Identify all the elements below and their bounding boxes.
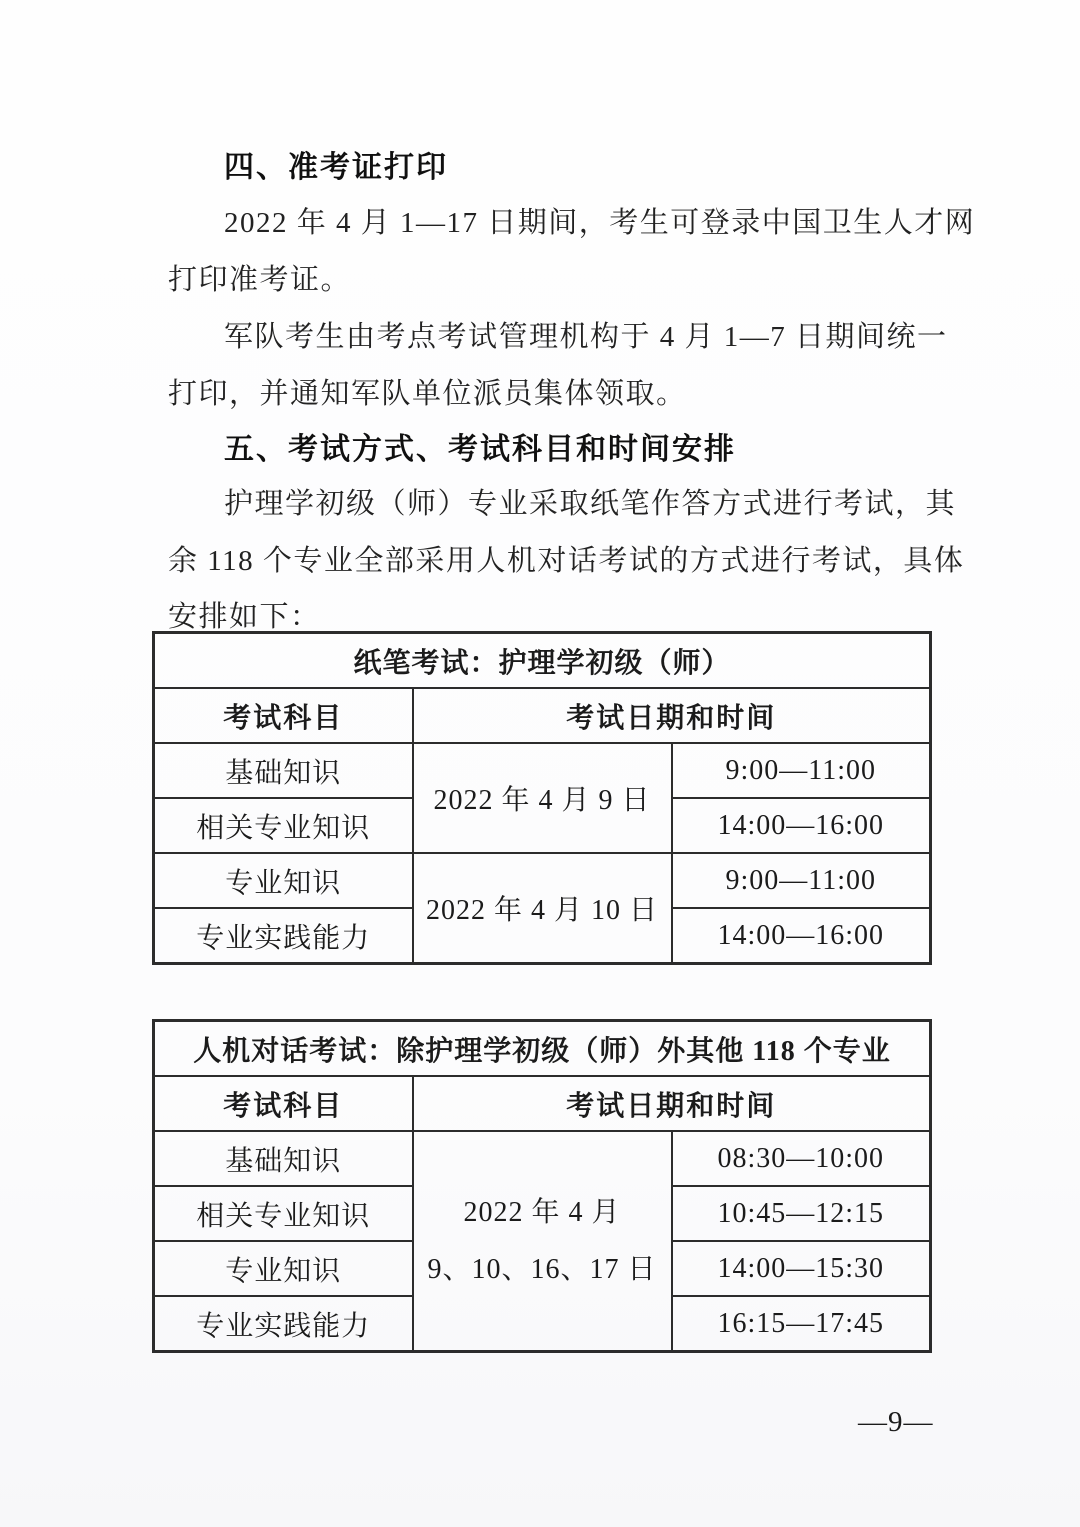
subject-cell: 相关专业知识 <box>154 1186 413 1241</box>
paragraph-line: 护理学初级（师）专业采取纸笔作答方式进行考试，其 <box>224 488 957 520</box>
subject-cell: 专业实践能力 <box>154 908 413 964</box>
table-row <box>154 853 931 908</box>
time-cell: 14:00—15:30 <box>672 1241 931 1296</box>
time-cell: 9:00—11:00 <box>672 853 931 908</box>
column-header-datetime: 考试日期和时间 <box>413 1076 931 1131</box>
date-cell: 2022 年 4 月 9 日 <box>413 743 672 853</box>
subject-cell: 基础知识 <box>154 1131 413 1186</box>
paragraph-line: 打印准考证。 <box>168 264 352 296</box>
column-header-subject: 考试科目 <box>154 1076 413 1131</box>
date-line: 9、10、16、17 日 <box>427 1254 657 1285</box>
subject-cell: 基础知识 <box>154 743 413 798</box>
subject-cell: 专业知识 <box>154 1241 413 1296</box>
date-line: 2022 年 4 月 <box>463 1197 621 1228</box>
time-cell: 14:00—16:00 <box>672 798 931 853</box>
column-header-subject: 考试科目 <box>154 688 413 743</box>
subject-cell: 相关专业知识 <box>154 798 413 853</box>
table-row <box>154 1131 931 1186</box>
paper-exam-table-title: 纸笔考试：护理学初级（师） <box>154 633 931 689</box>
time-cell: 16:15—17:45 <box>672 1296 931 1352</box>
column-header-datetime: 考试日期和时间 <box>413 688 931 743</box>
paragraph-line: 2022 年 4 月 1—17 日期间，考生可登录中国卫生人才网 <box>224 207 976 239</box>
subject-cell: 专业知识 <box>154 853 413 908</box>
paragraph-line: 余 118 个专业全部采用人机对话考试的方式进行考试，具体 <box>168 545 965 577</box>
paragraph-line: 军队考生由考点考试管理机构于 4 月 1—7 日期间统一 <box>224 321 948 353</box>
paragraph-line: 安排如下： <box>168 601 321 633</box>
date-cell <box>413 1131 672 1352</box>
time-cell: 9:00—11:00 <box>672 743 931 798</box>
time-cell: 08:30—10:00 <box>672 1131 931 1186</box>
date-cell: 2022 年 4 月 10 日 <box>413 853 672 964</box>
paragraph-line: 打印，并通知军队单位派员集体领取。 <box>168 378 687 410</box>
time-cell: 10:45—12:15 <box>672 1186 931 1241</box>
cbt-exam-table <box>152 1019 932 1353</box>
page-number: —9— <box>858 1406 934 1438</box>
section-5-heading: 五、考试方式、考试科目和时间安排 <box>224 433 736 466</box>
paper-exam-table <box>152 631 932 965</box>
table-row <box>154 743 931 798</box>
time-cell: 14:00—16:00 <box>672 908 931 964</box>
section-4-heading: 四、准考证打印 <box>224 151 448 184</box>
cbt-exam-table-title: 人机对话考试：除护理学初级（师）外其他 118 个专业 <box>154 1021 931 1077</box>
subject-cell: 专业实践能力 <box>154 1296 413 1352</box>
